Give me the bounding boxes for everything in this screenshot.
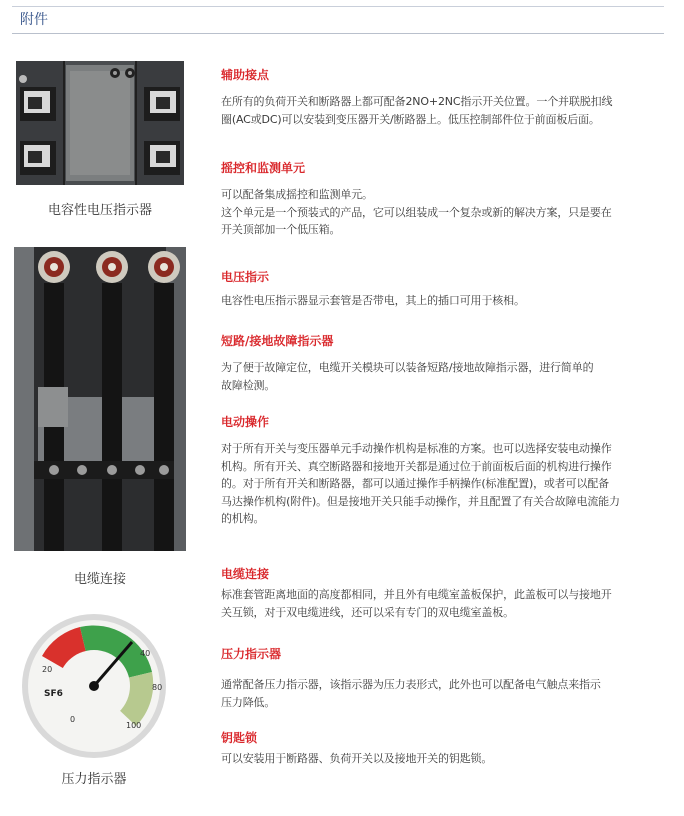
voltage-indicator-caption: 电容性电压指示器 — [47, 203, 152, 218]
gauge-label-sf6: SF6 — [44, 689, 63, 699]
section-motor-operation — [221, 414, 663, 528]
cable-connection-photo — [14, 247, 186, 551]
section-body: 在所有的负荷开关和断路器上都可配备2NO+2NC指示开关位置。一个并联脱扣线 圈(AC或DC)可以安装到变压器开关/断路器上。低压控制部件位于前面板后面。 — [221, 95, 613, 126]
gauge-label-80: 80 — [152, 683, 163, 692]
gauge-label-0: 0 — [70, 715, 76, 724]
pressure-gauge-caption: 压力指示器 — [61, 772, 127, 787]
gauge-label-100: 100 — [126, 721, 142, 730]
section-pressure-indicator — [221, 646, 663, 711]
section-remote-monitoring — [221, 160, 663, 239]
section-body: 通常配备压力指示器，该指示器为压力表形式，此外也可以配备电气触点来指示 压力降低。 — [221, 678, 601, 709]
voltage-indicator-photo — [16, 61, 184, 185]
section-body: 对于所有开关与变压器单元手动操作机构是标准的方案。也可以选择安装电动操作 机构。所有开关、真空断路器和接地开关都是通过位于前面板后面的机构进行操作 的。对于所有开关和断路器，都可以通过操作手柄操作(标准配置)，或者可以配备 马达操作机构(附件)。但是接地开关只能手动操作，并且配置了有关合故障电流能力 的机构。 — [221, 442, 620, 525]
section-body: 标准套管距离地面的高度都相同，并且外有电缆室盖板保护，此盖板可以与接地开 关互锁，对于双电缆进线，还可以采有专门的双电缆室盖板。 — [221, 588, 612, 619]
section-title: 电动操作 — [221, 415, 270, 429]
section-title: 电缆连接 — [221, 567, 270, 581]
section-title: 短路/接地故障指示器 — [221, 334, 334, 348]
header-rule — [12, 33, 664, 34]
section-cable-connection — [221, 566, 663, 621]
section-body: 可以安装用于断路器、负荷开关以及接地开关的钥匙锁。 — [221, 752, 493, 765]
section-body: 电容性电压指示器显示套管是否带电，其上的插口可用于核相。 — [221, 294, 525, 307]
section-key-lock — [221, 730, 663, 768]
pressure-gauge-photo — [14, 612, 174, 762]
section-fault-indicator — [221, 333, 663, 394]
page-header-title: 附件 — [20, 12, 48, 28]
section-title: 摇控和监测单元 — [221, 161, 306, 175]
gauge-label-20: 20 — [42, 665, 53, 674]
section-body: 可以配备集成摇控和监测单元。 这个单元是一个预装式的产品，它可以组装成一个复杂或新的解决方案，只是要在 开关顶部加一个低压箱。 — [221, 188, 612, 236]
section-title: 钥匙锁 — [221, 731, 258, 745]
cable-connection-caption: 电缆连接 — [73, 572, 126, 587]
section-title: 压力指示器 — [221, 647, 282, 661]
gauge-label-40: 40 — [140, 649, 151, 658]
section-title: 电压指示 — [221, 270, 270, 284]
header-rule-top — [12, 6, 664, 7]
section-auxiliary-contacts — [221, 67, 663, 128]
section-title: 辅助接点 — [221, 68, 270, 82]
section-voltage-indication — [221, 269, 663, 310]
section-body: 为了便于故障定位，电缆开关模块可以装备短路/接地故障指示器，进行简单的 故障检测。 — [221, 361, 594, 392]
